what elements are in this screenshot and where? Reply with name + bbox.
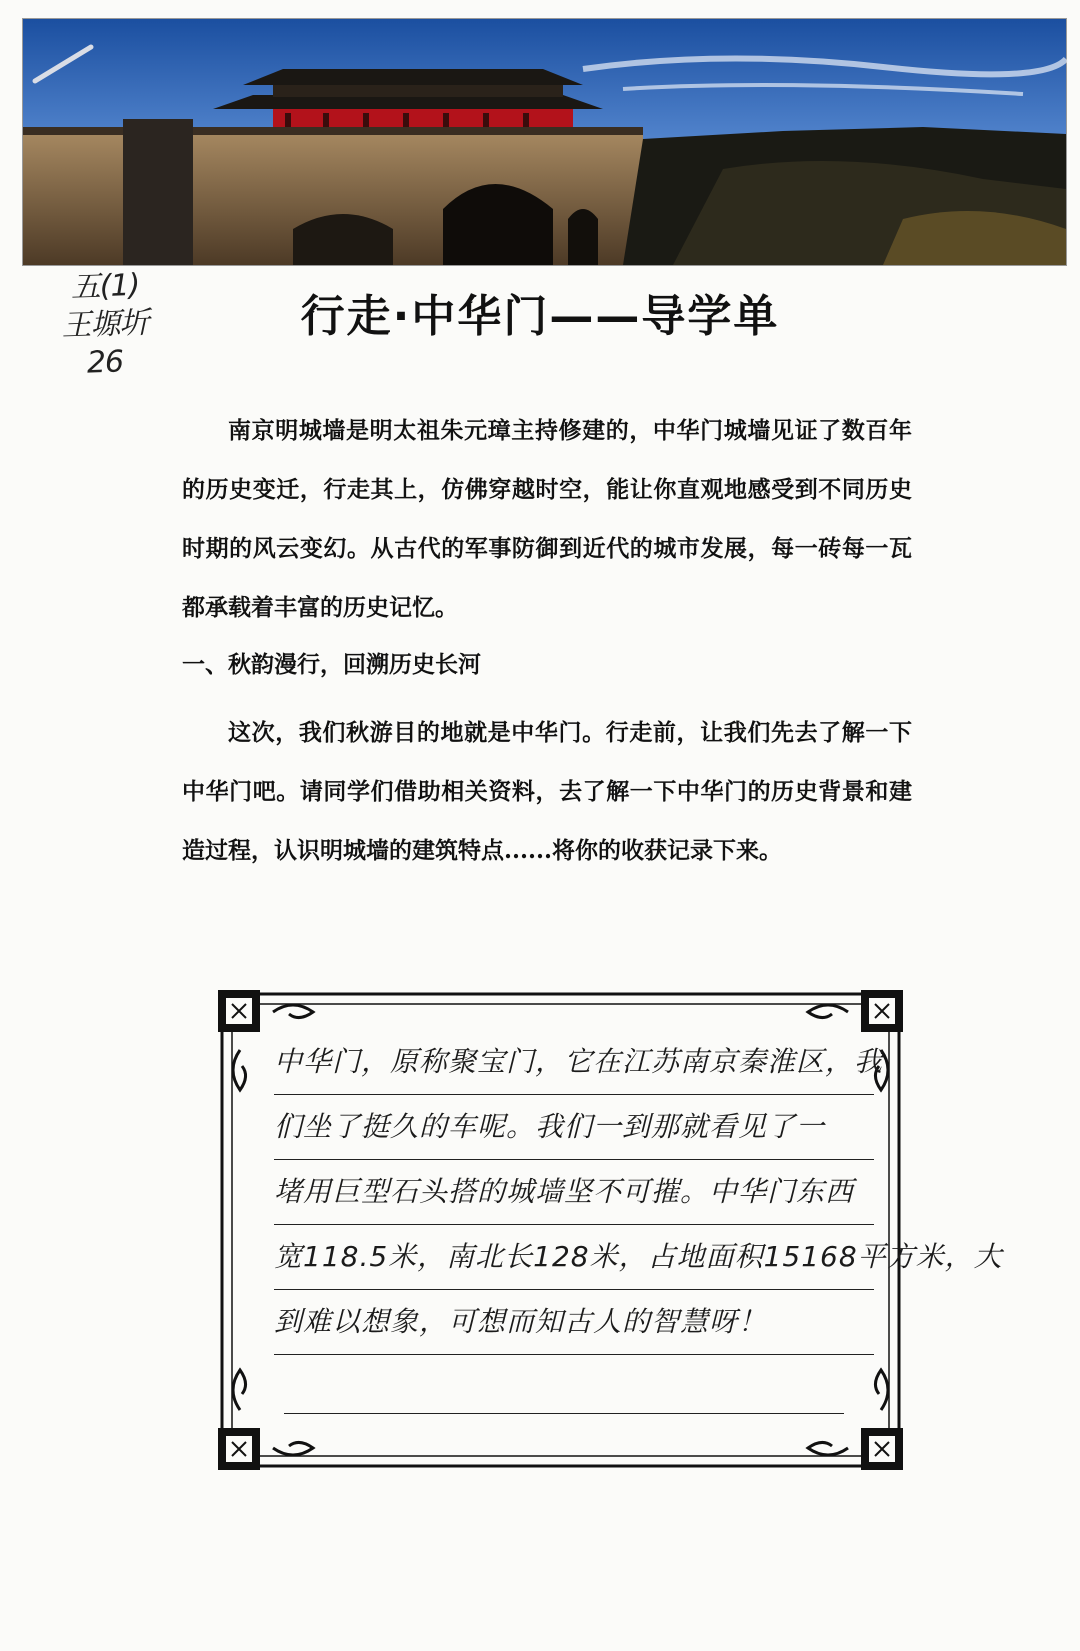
student-name: 王塬圻 <box>60 305 150 344</box>
student-number: 26 <box>86 344 124 381</box>
section-heading: 一、秋韵漫行，回溯历史长河 <box>182 651 481 678</box>
intro-paragraph: 南京明城墙是明太祖朱元璋主持修建的，中华门城墙见证了数百年的历史变迁，行走其上，仿佛穿越时空，能让你直观地感受到不同历史时期的风云变幻。从古代的军事防御到近代的城市发展，每一砖每一瓦都承载着丰富的历史记忆。 <box>182 417 912 621</box>
answer-line-5: 到难以想象，可想而知古人的智慧呀！ <box>274 1290 874 1355</box>
blank-line <box>284 1355 844 1414</box>
answer-line-1: 中华门，原称聚宝门，它在江苏南京秦淮区，我 <box>274 1030 874 1095</box>
banner-photo <box>22 18 1067 266</box>
answer-frame <box>218 990 1003 1470</box>
answer-line-2: 们坐了挺久的车呢。我们一到那就看见了一 <box>274 1095 874 1160</box>
page-title: 行走·中华门——导学单 <box>300 291 780 342</box>
answer-line-4: 宽118.5米，南北长128米，占地面积15168平方米，大 <box>274 1225 874 1290</box>
handwritten-answer <box>274 1030 1003 1414</box>
zhonghuamen-gate-illustration <box>23 19 1066 265</box>
student-class: 五(1) <box>70 267 140 306</box>
answer-line-3: 堵用巨型石头搭的城墙坚不可摧。中华门东西 <box>274 1160 874 1225</box>
section-paragraph: 这次，我们秋游目的地就是中华门。行走前，让我们先去了解一下中华门吧。请同学们借助相关资料，去了解一下中华门的历史背景和建造过程，认识明城墙的建筑特点......将你的收获记录下来。 <box>182 719 912 864</box>
